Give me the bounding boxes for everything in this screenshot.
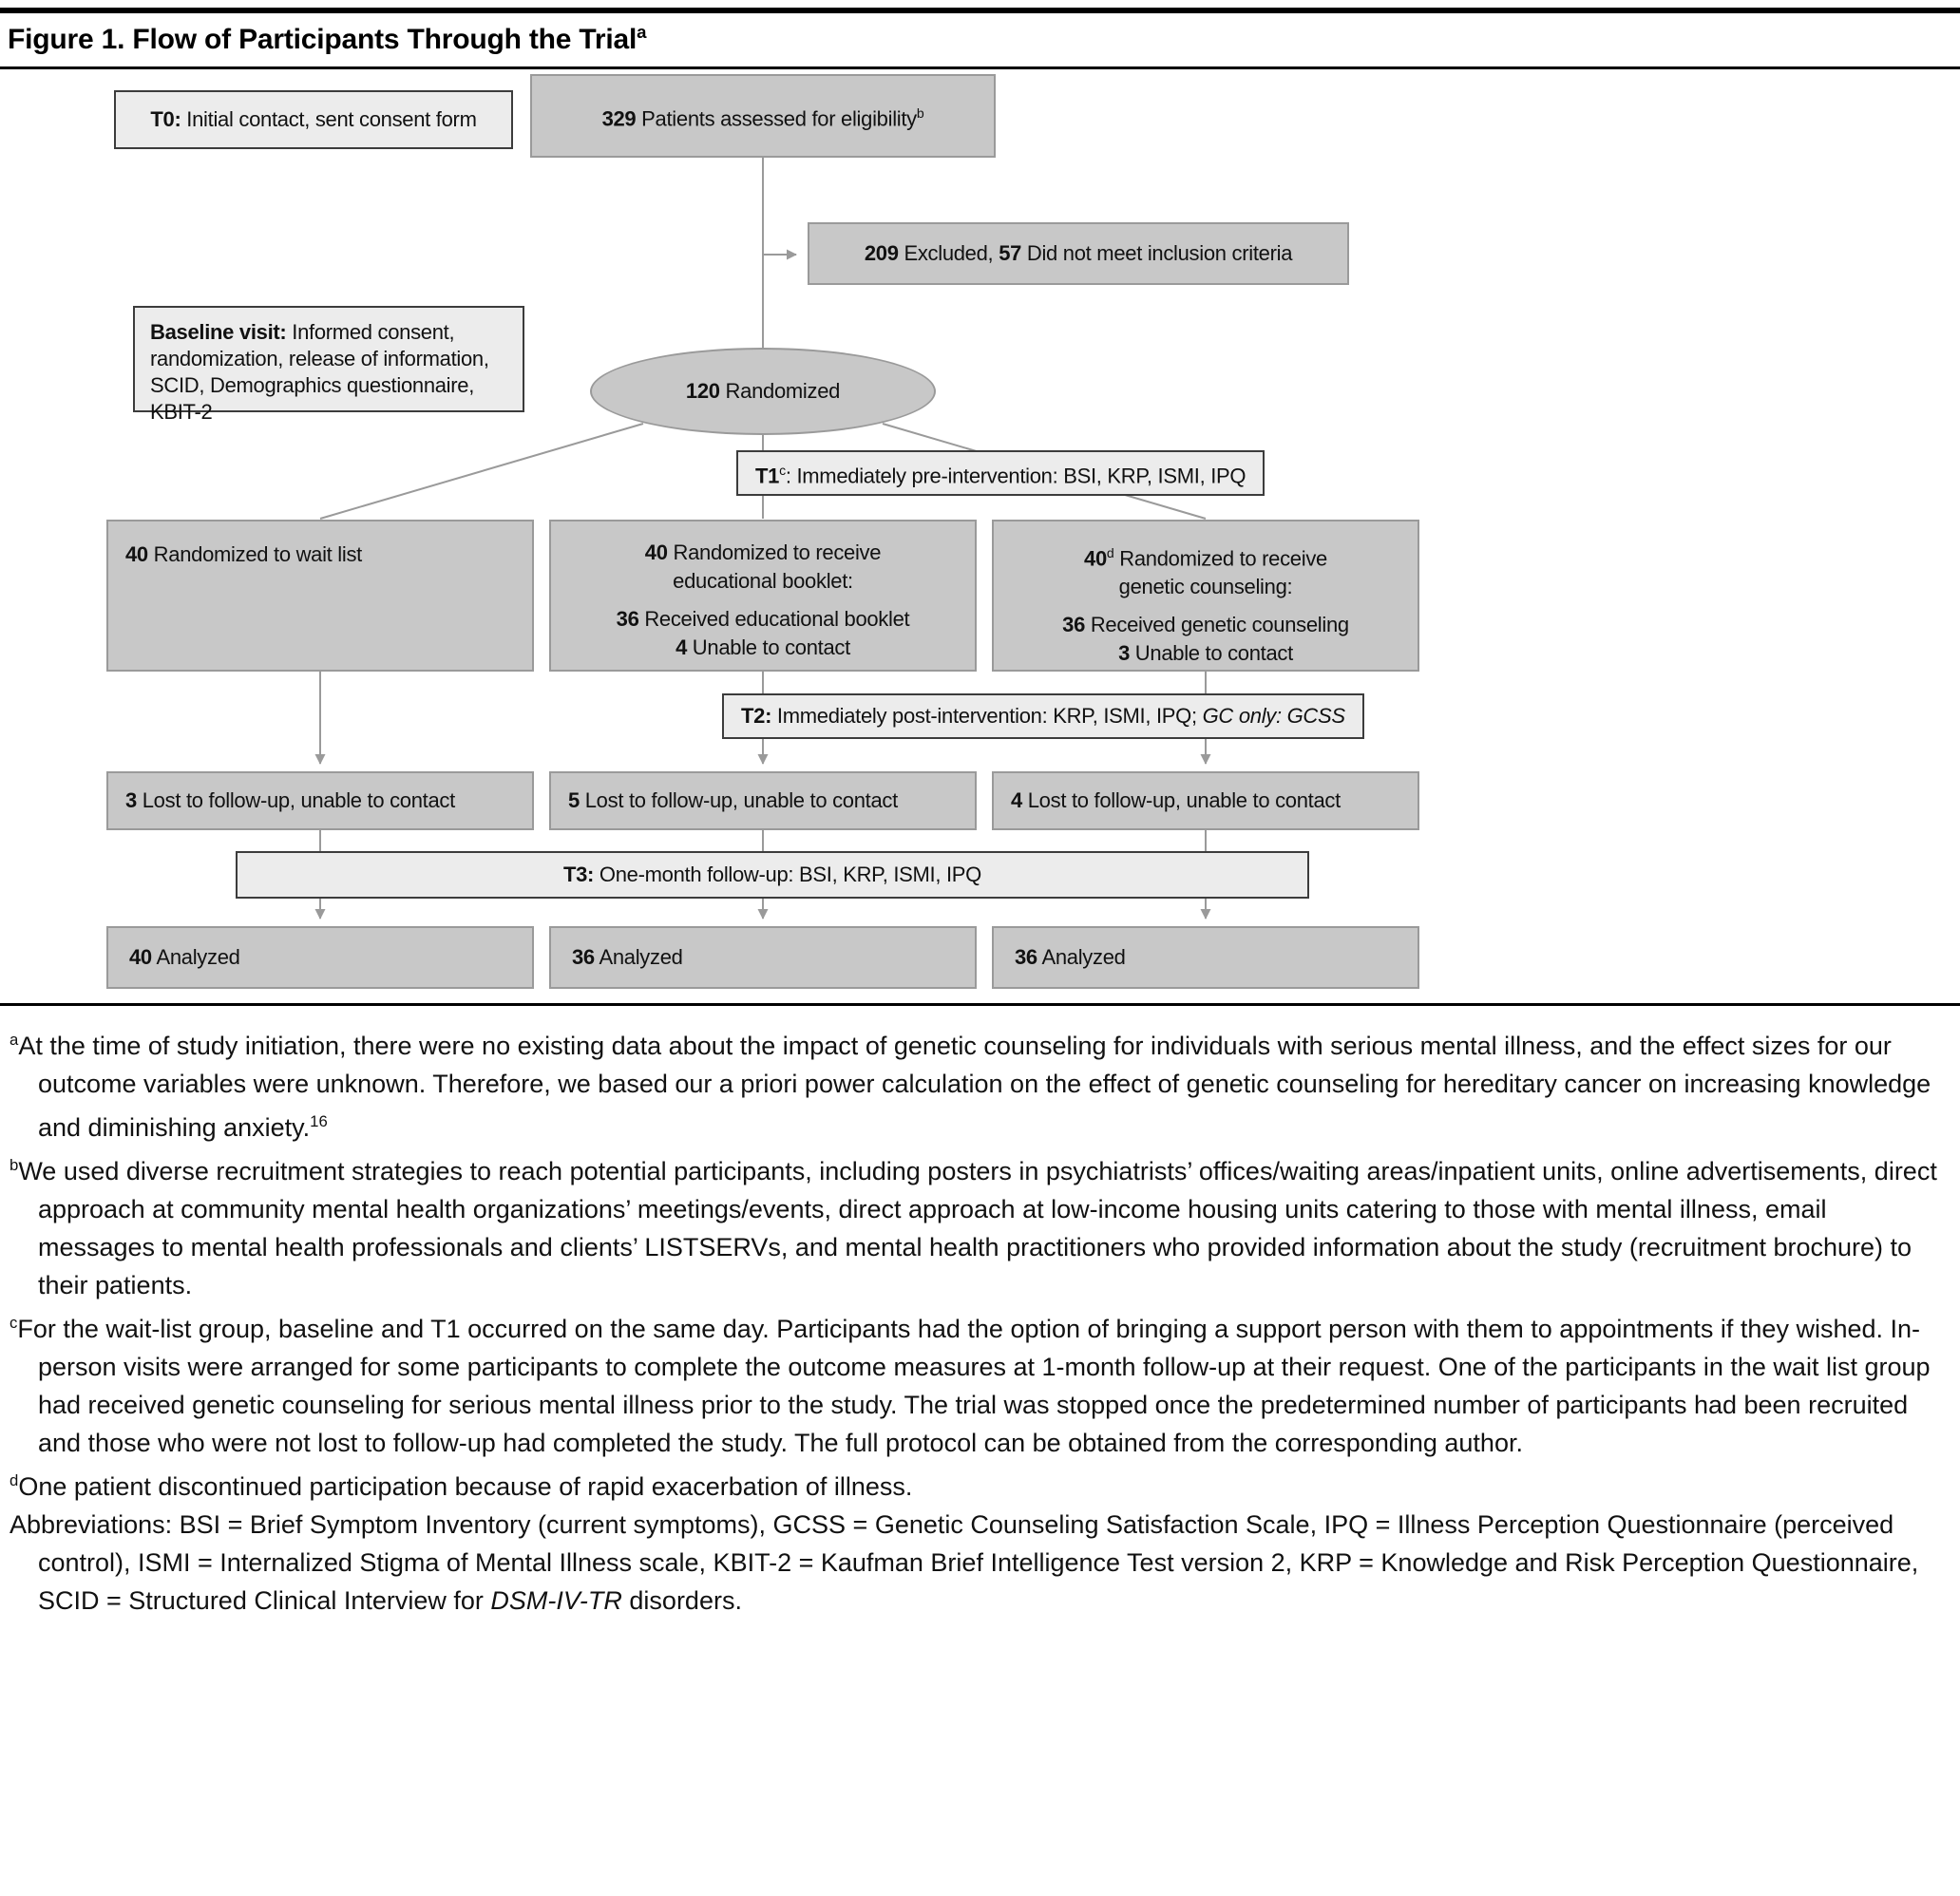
footnote-a-text: At the time of study initiation, there were no existing data about the impact of genetic counseling for individuals with serious mental illness, and the effect sizes for our outcome variables were unknown. Therefore, we based our a priori power calculation on the effect of genetic counseling for hereditary cancer on increasing knowledge and diminishing anxiety. <box>18 1032 1931 1142</box>
footnote-b <box>10 1147 1950 1304</box>
figure-title: Figure 1. Flow of Participants Through the Trial$^a$ <box>8 22 647 55</box>
footnote-ref-a: a <box>637 22 647 42</box>
arm-gc-head: 40$^d$ Randomized to receive <box>1084 545 1327 571</box>
node-t2-label: T2: Immediately post-intervention: KRP, ISMI, IPQ; GC only: GCSS <box>741 704 1345 728</box>
abbreviations-italic: DSM-IV-TR <box>490 1586 622 1615</box>
abbreviations-text: Abbreviations: BSI = Brief Symptom Inventory (current symptoms), GCSS = Genetic Counseling Satisfaction Scale, IPQ = Illness Perception Questionnaire (perceived control), ISMI = Internalized Stigma of Mental Illness scale, KBIT-2 = Kaufman Brief Intelligence Test version 2, KRP = Knowledge and Risk Perception Questionnaire, SCID = Structured Clinical Interview for <box>10 1510 1919 1615</box>
node-lost-booklet <box>549 771 977 830</box>
node-assessed-label: 329 Patients assessed for eligibility$^b$ <box>601 104 924 131</box>
arm-booklet-received: 36 Received educational booklet <box>616 607 910 631</box>
abbreviations-suffix: disorders. <box>621 1586 742 1615</box>
connector-randomized-waitlist <box>320 424 643 519</box>
node-analyzed-gc-label: 36 Analyzed <box>1015 945 1126 969</box>
arm-gc-received: 36 Received genetic counseling <box>1062 613 1349 637</box>
footnote-a-marker: a <box>10 1031 19 1049</box>
node-lost-waitlist-label: 3 Lost to follow-up, unable to contact <box>125 788 455 812</box>
arm-booklet-unable: 4 Unable to contact <box>676 635 850 659</box>
node-lost-waitlist <box>106 771 534 830</box>
footnote-d <box>10 1462 1950 1506</box>
node-t2-timepoint <box>722 693 1364 739</box>
footnote-c-marker: c <box>10 1314 18 1332</box>
node-randomized-ellipse <box>590 348 936 435</box>
node-t1-label: T1$^c$: Immediately pre-intervention: BSI, KRP, ISMI, IPQ <box>755 462 1246 488</box>
node-excluded-label: 209 Excluded, 57 Did not meet inclusion criteria <box>864 241 1293 265</box>
footnote-a <box>10 1021 1950 1147</box>
node-lost-gc <box>992 771 1419 830</box>
node-analyzed-gc <box>992 926 1419 989</box>
node-t0-label: T0: Initial contact, sent consent form <box>150 107 477 131</box>
node-t0-initial-contact <box>114 90 513 149</box>
footnote-d-marker: d <box>10 1471 19 1489</box>
arm-gc-head2: genetic counseling: <box>1118 575 1293 599</box>
arm-booklet-head: 40 Randomized to receive <box>644 540 882 564</box>
arm-booklet-head2: educational booklet: <box>673 569 853 593</box>
footnote-ref-c: c <box>779 462 786 478</box>
arm-gc-unable: 3 Unable to contact <box>1118 641 1293 666</box>
footnote-b-text: We used diverse recruitment strategies to reach potential participants, including posters in psychiatrists’ offices/waiting areas/inpatient units, online advertisements, direct approach at community mental health organizations’ meetings/events, direct approach at low-income housing units catering to those with mental illness, email messages to mental health professionals and clients’ LISTSERVs, and mental health practitioners who provided information about the study (recruitment brochure) to their patients. <box>18 1157 1937 1299</box>
footnote-c <box>10 1304 1950 1462</box>
footnote-b-marker: b <box>10 1156 19 1174</box>
node-assessed-eligibility <box>530 74 996 158</box>
node-randomized-label: 120 Randomized <box>685 379 841 403</box>
node-baseline-visit: Baseline visit: Informed consent, randomization, release of information, SCID, Demographics questionnaire, KBIT-2 <box>133 306 524 412</box>
node-t3-timepoint <box>236 851 1309 899</box>
footnote-ref-b: b <box>916 104 924 121</box>
node-arm-booklet <box>549 520 977 672</box>
footnote-ref-d: d <box>1106 545 1114 560</box>
node-analyzed-waitlist <box>106 926 534 989</box>
node-analyzed-booklet <box>549 926 977 989</box>
node-t3-label: T3: One-month follow-up: BSI, KRP, ISMI, IPQ <box>562 863 981 886</box>
abbreviations <box>10 1506 1950 1620</box>
node-analyzed-waitlist-label: 40 Analyzed <box>129 945 240 969</box>
figure-footnotes <box>0 1003 1960 1620</box>
footnote-a-citation: 16 <box>310 1112 328 1130</box>
node-analyzed-booklet-label: 36 Analyzed <box>572 945 683 969</box>
node-arm-genetic-counseling <box>992 520 1419 672</box>
node-excluded <box>808 222 1349 285</box>
node-lost-gc-label: 4 Lost to follow-up, unable to contact <box>1011 788 1341 812</box>
node-arm-waitlist: 40 Randomized to wait list <box>106 520 534 672</box>
footnote-c-text: For the wait-list group, baseline and T1 occurred on the same day. Participants had the option of bringing a support person with them to appointments if they wished. In-person visits were arranged for some participants to complete the outcome measures at 1-month follow-up at their request. One of the participants in the wait list group had received genetic counseling for serious mental illness prior to the study. The trial was stopped once the predetermined number of participants had been recruited and those who were not lost to follow-up had completed the study. The full protocol can be obtained from the corresponding author. <box>17 1315 1931 1457</box>
footnote-d-text: One patient discontinued participation because of rapid exacerbation of illness. <box>18 1472 913 1501</box>
node-lost-booklet-label: 5 Lost to follow-up, unable to contact <box>568 788 898 812</box>
node-t1-timepoint <box>736 450 1265 496</box>
